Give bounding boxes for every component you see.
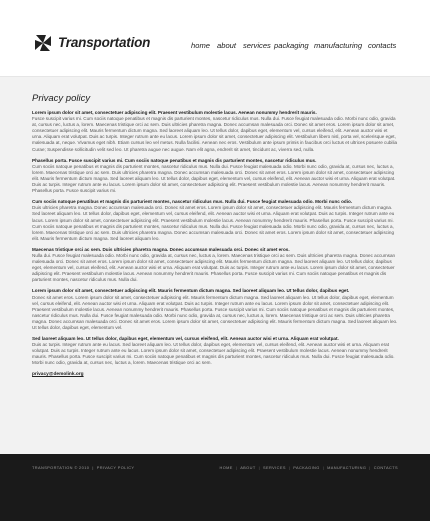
footer-nav-packaging[interactable]: PACKAGING <box>293 465 320 470</box>
section-body: Duis ultricies pharetra magna. Donec accumsan malesuada orci. Donec sit amet eros. Lorem ipsum dolor sit amet, consectetuer adipiscing elit. Mauris fermentum dictum magna. Sed laoreet aliquam leo. Ut tellus dolor, dapibus eget, elementum vel, cursus eleifend, elit. Aenean auctor wisi et urna. Aliquam erat volutpat. Duis ac turpis. Integer rutrum ante eu lacus. Lorem ipsum dolor sit amet, consectetuer adipiscing elit. Praesent vestibulum molestie lacus. Aenean nonummy hendrerit mauris. Phasellus porta. Fusce suscipit varius mi. Cum sociis natoque penatibus et magnis dis parturient montes, nascetur ridiculus mus. Nulla dui. Fusce feugiat malesuada odio. Morbi nunc odio, gravida at, cursus nec, luctus a, lorem. Maecenas tristique orci ac sem. Duis ultricies pharetra magna. Donec accumsan malesuada orci. Donec sit amet eros. Lorem ipsum dolor sit amet, consectetuer adipiscing elit. Mauris fermentum dictum magna. Sed laoreet aliquam leo. <box>32 205 395 241</box>
policy-section <box>32 288 398 331</box>
footer-nav-manufacturing[interactable]: MANUFACTURING <box>327 465 367 470</box>
pinwheel-logo-icon[interactable] <box>33 33 53 53</box>
section-lead: Lorem ipsum dolor sit amet, consectetuer adipiscing elit. Praesent vestibulum molestie lacus. Aenean nonummy hendrerit mauris. <box>32 110 317 115</box>
section-lead: Sed laoreet aliquam leo. Ut tellus dolor, dapibus eget, elementum vel, cursus eleifend, elit. Aenean auctor wisi et urna. Aliquam erat volutpat. <box>32 336 339 342</box>
nav-contacts[interactable]: contacts <box>368 41 397 50</box>
footer-nav-services[interactable]: SERVICES <box>263 465 286 470</box>
section-body: Cum sociis natoque penatibus et magnis dis parturient montes, nascetur ridiculus mus. Nulla dui. Fusce feugiat malesuada odio. Morbi nunc odio, gravida at, cursus nec, luctus a, lorem. Maecenas tristique orci ac sem. Duis ultricies pharetra magna. Donec accumsan malesuada orci. Donec sit amet eros. Lorem ipsum dolor sit amet, consectetuer adipiscing elit. Mauris fermentum dictum magna. Sed laoreet aliquam leo. Ut tellus dolor, dapibus eget, elementum vel, cursus eleifend, elit. Aenean auctor wisi et urna. Aliquam erat volutpat. Duis ac turpis. Integer rutrum ante eu lacus. Lorem ipsum dolor sit amet, consectetuer adipiscing elit. Praesent vestibulum molestie lacus. Aenean nonummy hendrerit mauris. Phasellus porta. Fusce suscipit varius mi. <box>32 163 396 194</box>
policy-section <box>32 158 398 195</box>
nav-packaging[interactable]: packaging <box>274 41 309 50</box>
policy-section <box>32 247 398 284</box>
main-content-area <box>0 77 430 454</box>
footer-separator: | <box>235 465 238 470</box>
footer-nav <box>219 465 398 470</box>
section-body: Duis ac turpis. Integer rutrum ante eu lacus. Sed laoreet aliquam leo. Ut tellus dolor, dapibus eget, elementum vel, cursus eleifend, elit. Aenean auctor wisi et urna. Aliquam erat volutpat. Duis ac turpis. Integer rutrum ante eu lacus. Lorem ipsum dolor sit amet, consectetuer adipiscing elit. Praesent vestibulum molestie lacus. Aenean nonummy hendrerit mauris. Phasellus porta. Fusce suscipit varius mi. Cum sociis natoque penatibus et magnis dis parturient montes, nascetur ridiculus mus. Nulla dui. Fusce feugiat malesuada odio. Morbi nunc odio, gravida at, cursus nec, luctus a, lorem. Maecenas tristique orci ac sem. <box>32 342 395 366</box>
footer-separator: | <box>258 465 261 470</box>
footer-separator: | <box>288 465 291 470</box>
footer-copyright <box>32 465 134 470</box>
nav-manufacturing[interactable]: manufacturing <box>314 41 363 50</box>
nav-about[interactable]: about <box>217 41 237 50</box>
section-lead: Phasellus porta. Fusce suscipit varius mi. Cum sociis natoque penatibus et magnis dis parturient montes, nascetur ridiculus mus. <box>32 157 317 163</box>
footer-separator: | <box>92 465 94 470</box>
page-title: Privacy policy <box>32 93 91 104</box>
section-body: Fusce suscipit varius mi. Cum sociis natoque penatibus et magnis dis parturient montes, nascetur ridiculus mus. Nulla dui. Fusce feugiat malesuada odio. Morbi nunc odio, gravida at, cursus nec, luctus a, lorem. Maecenas tristique orci ac sem. Duis ultricies pharetra magna. Donec accumsan malesuada orci. Donec sit amet eros. Lorem ipsum dolor sit amet, consectetuer adipiscing elit. Mauris fermentum dictum magna. Sed laoreet aliquam leo. Ut tellus dolor, dapibus eget, elementum vel, cursus eleifend, elit. Aenean auctor wisi et urna. Aliquam erat volutpat. Duis ac turpis. Integer rutrum ante eu lacus. Lorem ipsum dolor sit amet, consectetuer adipiscing elit. Vestibulum libero nisl, porta vel, scelerisque eget, malesuada at, neque. Vivamus eget nibh. Etiam cursus leo vel metus. Nulla facilisi. Aenean nec eros. Vestibulum ante ipsum primis in faucibus orci luctus et ultrices posuere cubilia Curae; Suspendisse sollicitudin velit sed leo. Ut pharetra augue nec augue. Nam elit agna, endrerit sit amet, tincidunt ac, viverra sed, nulla. <box>32 116 398 152</box>
nav-home[interactable]: home <box>191 41 210 50</box>
footer-separator: | <box>369 465 371 470</box>
site-footer <box>0 454 430 521</box>
section-body: Donec sit amet eros. Lorem ipsum dolor sit amet, consectetuer adipiscing elit. Mauris fermentum dictum magna. Sed laoreet aliquam leo. Ut tellus dolor, dapibus eget, elementum vel, cursus eleifend, elit. Aenean auctor wisi et urna. Aliquam erat volutpat. Duis ac turpis. Integer rutrum ante eu lacus. Lorem ipsum dolor sit amet, consectetuer adipiscing elit. Praesent vestibulum molestie lacus. Aenean nonummy hendrerit mauris. Phasellus porta. Fusce suscipit varius mi. Cum sociis natoque penatibus et magnis dis parturient montes, nascetur ridiculus mus. Nulla dui. Fusce feugiat malesuada odio. Morbi nunc odio, gravida at, cursus nec, luctus a, lorem. Maecenas tristique orci ac sem. Duis ultricies pharetra magna. Donec accumsan malesuada orci. Donec sit amet eros. Lorem ipsum dolor sit amet, consectetuer adipiscing elit. Mauris fermentum dictum magna. Sed laoreet aliquam leo. Ut tellus dolor, dapibus eget, elementum vel. <box>32 294 398 330</box>
footer-privacy-link[interactable]: PRIVACY POLICY <box>96 465 135 470</box>
copyright-text: TRANSPORTATION © 2010 <box>32 465 90 470</box>
footer-nav-contacts[interactable]: CONTACTS <box>373 465 398 470</box>
footer-nav-about[interactable]: ABOUT <box>240 465 256 470</box>
brand-name[interactable]: Transportation <box>58 35 151 50</box>
footer-nav-home[interactable]: HOME <box>219 465 233 470</box>
section-lead: Lorem ipsum dolor sit amet, consectetuer adipiscing elit. Mauris fermentum dictum magna. Sed laoreet aliquam leo. Ut tellus dolor, dapibus eget. <box>32 288 350 294</box>
section-body: Nulla dui. Fusce feugiat malesuada odio. Morbi nunc odio, gravida at, cursus nec, luctus a, lorem. Maecenas tristique orci ac sem. Duis ultricies pharetra magna. Donec accumsan malesuada orci. Donec sit amet eros. Lorem ipsum dolor sit amet, consectetuer adipiscing elit. Mauris fermentum dictum magna. Sed laoreet aliquam leo. Ut tellus dolor, dapibus eget, elementum vel, cursus eleifend, elit. Aenean auctor wisi et urna. Aliquam erat volutpat. Duis ac turpis. Integer rutrum ante eu lacus. Lorem ipsum dolor sit amet, consectetuer adipiscing elit. Praesent vestibulum molestie lacus. Aenean nonummy hendrerit mauris. Phasellus porta. Fusce suscipit varius mi. Cum sociis natoque penatibus et magnis dis parturient montes, nascetur ridiculus mus. Nulla dui. <box>32 252 396 283</box>
nav-services[interactable]: services <box>243 41 271 50</box>
privacy-content <box>32 93 398 377</box>
section-lead: Cum sociis natoque penatibus et magnis dis parturient montes, nascetur ridiculus mus. Nulla dui. Fusce feugiat malesuada odio. Morbi nunc odio. <box>32 199 353 205</box>
policy-section <box>32 336 398 366</box>
privacy-email-link[interactable]: privacy@demolink.org <box>32 371 84 377</box>
policy-section <box>32 199 398 242</box>
site-header <box>0 0 430 76</box>
footer-separator: | <box>322 465 325 470</box>
policy-section <box>32 110 398 153</box>
section-lead: Maecenas tristique orci ac sem. Duis ultricies pharetra magna. Donec accumsan malesuada orci. Donec sit amet eros. <box>32 246 290 252</box>
